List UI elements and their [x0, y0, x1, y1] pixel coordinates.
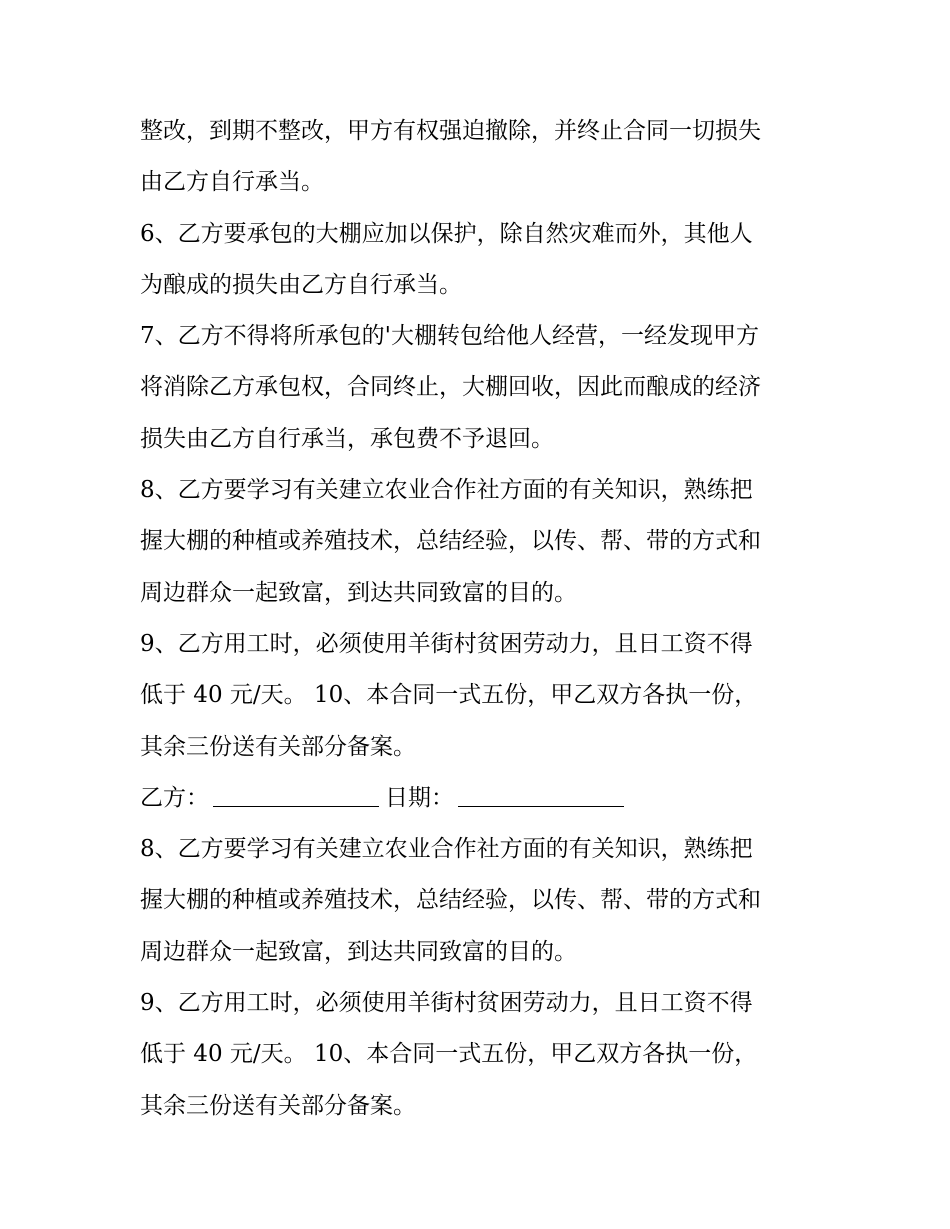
document-body — [140, 106, 820, 1132]
text-line: 8、乙方要学习有关建立农业合作社方面的有关知识，熟练把 — [140, 477, 753, 504]
text-line: 损失由乙方自行承当，承包费不予退回。 — [140, 425, 554, 452]
text-line: 9、乙方用工时，必须使用羊街村贫困劳动力，且日工资不得 — [140, 990, 753, 1017]
text-line: 低于 40 元/天。 10、本合同一式五份，甲乙双方各执一份， — [140, 1041, 758, 1068]
text-line: 6、乙方要承包的大棚应加以保护，除自然灾难而外，其他人 — [140, 220, 753, 247]
date-label: 日期： — [385, 784, 454, 811]
text-line: 将消除乙方承包权，合同终止，大棚回收，因此而酿成的经济 — [140, 374, 761, 401]
text-line: 为酿成的损失由乙方自行承当。 — [140, 271, 462, 298]
text-line: 7、乙方不得将所承包的'大棚转包给他人经营，一经发现甲方 — [140, 323, 759, 350]
text-line: 低于 40 元/天。 10、本合同一式五份，甲乙双方各执一份， — [140, 682, 758, 709]
text-line: 整改，到期不整改，甲方有权强迫撤除，并终止合同一切损失 — [140, 118, 761, 144]
text-line: 周边群众一起致富，到达共同致富的目的。 — [140, 938, 577, 965]
party-b-signature-blank — [213, 782, 379, 807]
text-line: 握大棚的种植或养殖技术，总结经验，以传、帮、带的方式和 — [140, 528, 761, 555]
text-line: 9、乙方用工时，必须使用羊街村贫困劳动力，且日工资不得 — [140, 630, 753, 657]
text-line: 周边群众一起致富，到达共同致富的目的。 — [140, 579, 577, 606]
signature-line — [140, 773, 820, 824]
text-line: 其余三份送有关部分备案。 — [140, 733, 416, 760]
text-line: 由乙方自行承当。 — [140, 169, 324, 196]
text-line: 其余三份送有关部分备案。 — [140, 1092, 416, 1119]
text-line: 握大棚的种植或养殖技术，总结经验，以传、帮、带的方式和 — [140, 887, 761, 914]
date-blank — [458, 782, 624, 807]
party-b-label: 乙方： — [140, 784, 209, 811]
text-line: 8、乙方要学习有关建立农业合作社方面的有关知识，熟练把 — [140, 836, 753, 863]
